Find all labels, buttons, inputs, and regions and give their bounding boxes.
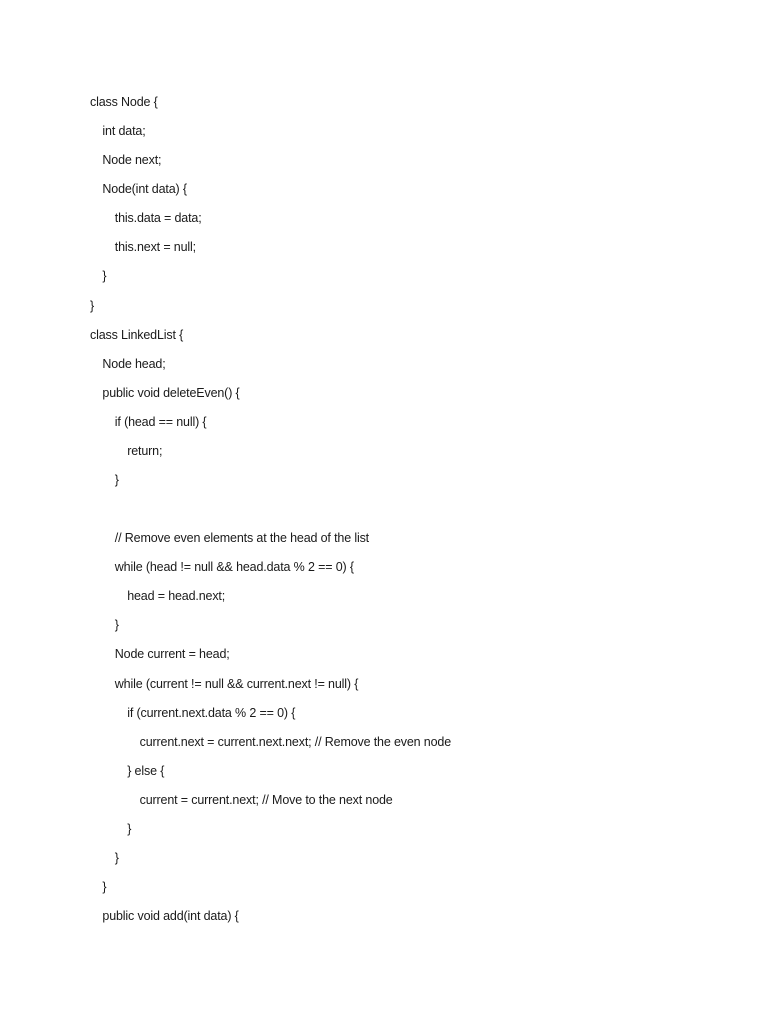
code-line: } [102, 269, 107, 284]
code-listing [90, 92, 451, 935]
code-line: current.next = current.next.next; // Remove the even node [139, 734, 452, 749]
code-line: public void add(int data) { [102, 909, 239, 924]
code-line: this.data = data; [114, 211, 202, 226]
code-line: class LinkedList { [90, 327, 184, 342]
code-line: if (current.next.data % 2 == 0) { [127, 705, 296, 720]
code-line: // Remove even elements at the head of the list [114, 531, 370, 546]
code-line: head = head.next; [127, 589, 226, 604]
code-line: } else { [127, 763, 165, 778]
code-line: return; [127, 443, 163, 458]
code-line: } [90, 298, 95, 313]
code-line: Node next; [102, 153, 162, 168]
code-line: class Node { [90, 95, 158, 109]
code-line: Node current = head; [114, 647, 230, 662]
code-line: Node(int data) { [102, 182, 187, 197]
code-line: int data; [102, 124, 146, 139]
code-line: while (head != null && head.data % 2 == 0) { [114, 560, 354, 575]
code-line: while (current != null && current.next != null) { [114, 676, 359, 691]
code-line: public void deleteEven() { [102, 385, 240, 400]
code-line: this.next = null; [114, 240, 196, 255]
code-line [90, 499, 451, 528]
code-line: current = current.next; // Move to the next node [139, 792, 393, 807]
code-line: Node head; [102, 356, 166, 371]
code-line: } [114, 618, 119, 633]
code-line: if (head == null) { [114, 414, 207, 429]
code-line: } [102, 880, 107, 895]
code-line: } [127, 821, 132, 836]
code-line: } [114, 473, 119, 488]
code-line: } [114, 851, 119, 866]
